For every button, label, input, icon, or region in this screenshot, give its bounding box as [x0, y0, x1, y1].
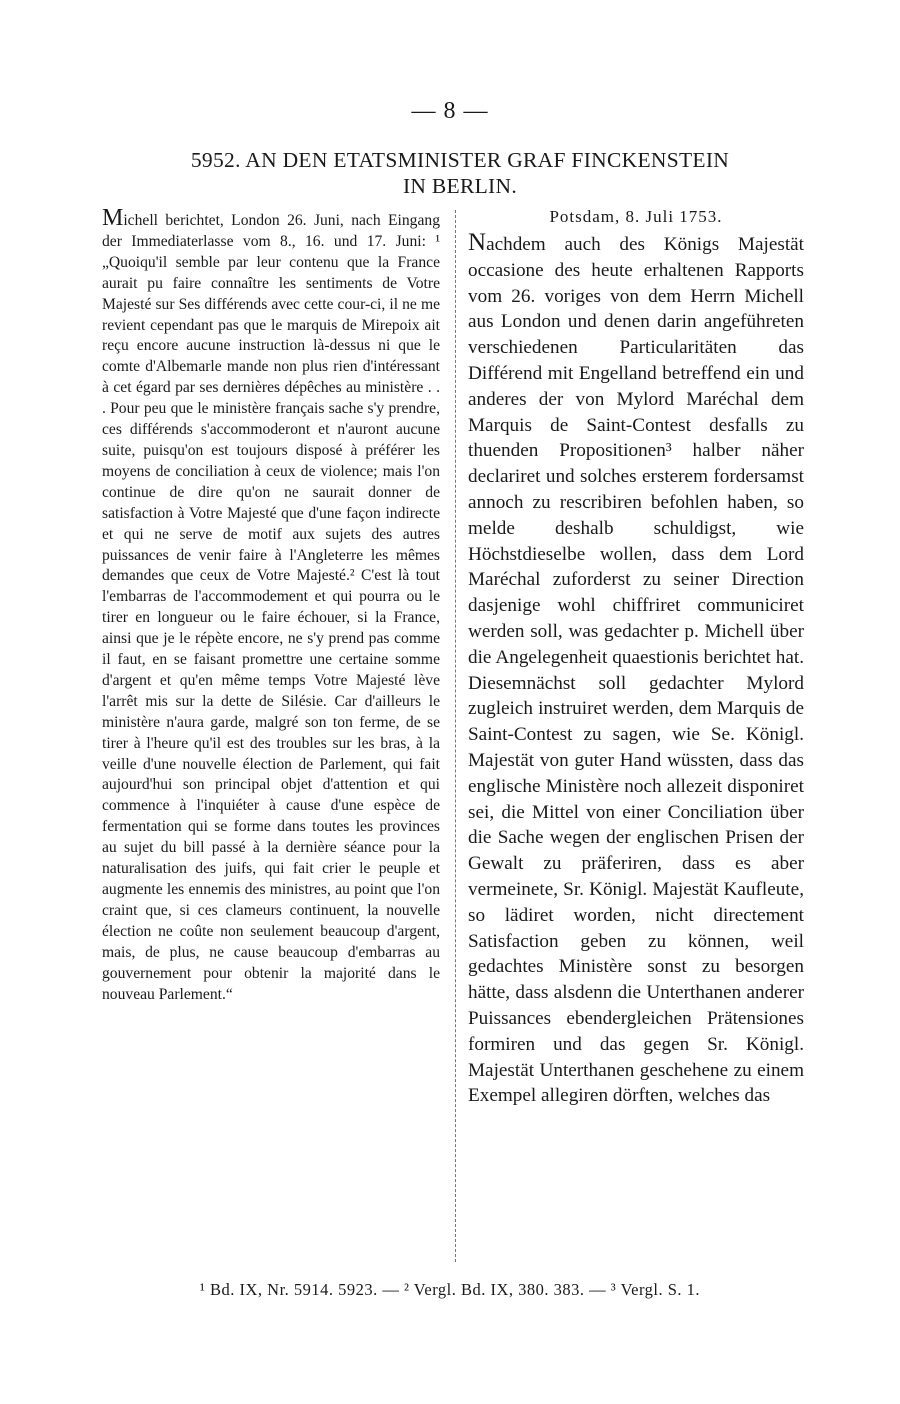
- report-paragraph: [102, 205, 440, 1005]
- heading-line-1: 5952. AN DEN ETATSMINISTER GRAF FINCKENSTEIN: [190, 148, 730, 172]
- left-column-text: ichell berichtet, London 26. Juni, nach Eingang der Immediaterlasse vom 8., 16. und 17. Juni: ¹ „Quoiqu'il semble par leur contenu que la France aurait pu faire connaître les sentiments de Votre Majesté sur Ses différends avec cette cour-ci, il ne me revient cependant pas que le marquis de Mirepoix ait reçu encore aucune instruction là-dessus ni que le comte d'Albemarle mande non plus rien d'intéressant à cet égard par ses dernières dépêches au ministère . . . Pour peu que le ministère français sache s'y prendre, ces différends s'accommoderont et n'auront aucune suite, puisqu'on est toujours disposé à préférer les moyens de conciliation à ceux de violence; mais l'on continue de dire qu'on ne saurait donner de satisfaction à Votre Majesté que d'une façon indirecte et qui ne serve de motif aux sujets des autres puissances de venir faire à l'Angleterre les mêmes demandes que ceux de Votre Majesté.² C'est là tout l'embarras de l'accommodement et qui pourra ou le tirer en longueur ou le faire échouer, si la France, ainsi que je le répète encore, ne s'y prend pas comme il faut, en se faisant promettre une certaine somme d'argent et qu'en même temps Votre Majesté lève l'arrêt mis sur la dette de Silésie. Car d'ailleurs le ministère n'aura garde, malgré son ton ferme, de se tirer à l'heure qu'il est des troubles sur les bras, à la veille d'une nouvelle élection de Parlement, qui fait aujourd'hui son principal objet d'attention et qui commence à l'inquiéter à cause d'une espèce de fermentation qui se forme dans toutes les provinces au sujet du bill passé à la dernière séance pour la naturalisation des juifs, qui fait crier le peuple et augmente les ennemis des ministres, au point que l'on craint que, si ces clameurs continuent, la nouvelle élection ne coûte non seulement beaucoup d'argent, mais, de plus, ne cause beaucoup d'embarras au gouvernement pour obtenir la majorité dans le nouveau Parlement.“: [102, 212, 440, 1003]
- left-column-report: [102, 205, 440, 1005]
- page-number: — 8 —: [411, 98, 489, 124]
- dateline: Potsdam, 8. Juli 1753.: [549, 207, 723, 226]
- column-divider: [455, 210, 456, 1262]
- right-initial: N: [468, 229, 487, 256]
- left-initial: M: [102, 205, 124, 231]
- letter-paragraph: [468, 230, 804, 1109]
- document-heading: [110, 147, 810, 199]
- right-column-letter: [468, 204, 804, 1109]
- footnotes: ¹ Bd. IX, Nr. 5914. 5923. — ² Vergl. Bd. IX, 380. 383. — ³ Vergl. S. 1.: [199, 1280, 701, 1299]
- right-column-text: achdem auch des Königs Majestät occasione des heute erhaltenen Rapports vom 26. voriges von dem Herrn Michell aus London und denen darin angeführeten verschiedenen Particularitäten das Différend mit Engelland betreffend ein und anderes der von Mylord Maréchal dem Marquis de Saint-Contest desfalls zu thuenden Propositionen³ halber näher declariret und solches ersterem fordersamst annoch zu rescribiren befohlen haben, so melde deshalb schuldigst, wie Höchstdieselbe wollen, dass dem Lord Maréchal zuforderst zu seiner Direction dasjenige wohl chiffriret communiciret werden soll, was gedachter p. Michell über die Angelegenheit quaestionis berichtet hat. Diesemnächst soll gedachter Mylord zugleich instruiret werden, dem Marquis de Saint-Contest zu sagen, wie Se. Königl. Majestät von guter Hand wüssten, dass das englische Ministère noch allezeit disponiret sei, die Mittel von einer Conciliation über die Sache wegen der englischen Prisen der Gewalt zu präferiren, dass es aber vermeinete, Sr. Königl. Majestät Kaufleute, so lädiret worden, nicht directement Satisfaction geben zu können, weil gedachtes Ministère sonst zu besorgen hätte, dass alsdenn die Unterthanen anderer Puissances ebendergleichen Prätensiones formiren und das gegen Sr. Königl. Majestät Unterthanen geschehene zu einem Exempel allegiren dörften, welches das: [468, 234, 804, 1107]
- heading-line-2: IN BERLIN.: [402, 174, 518, 198]
